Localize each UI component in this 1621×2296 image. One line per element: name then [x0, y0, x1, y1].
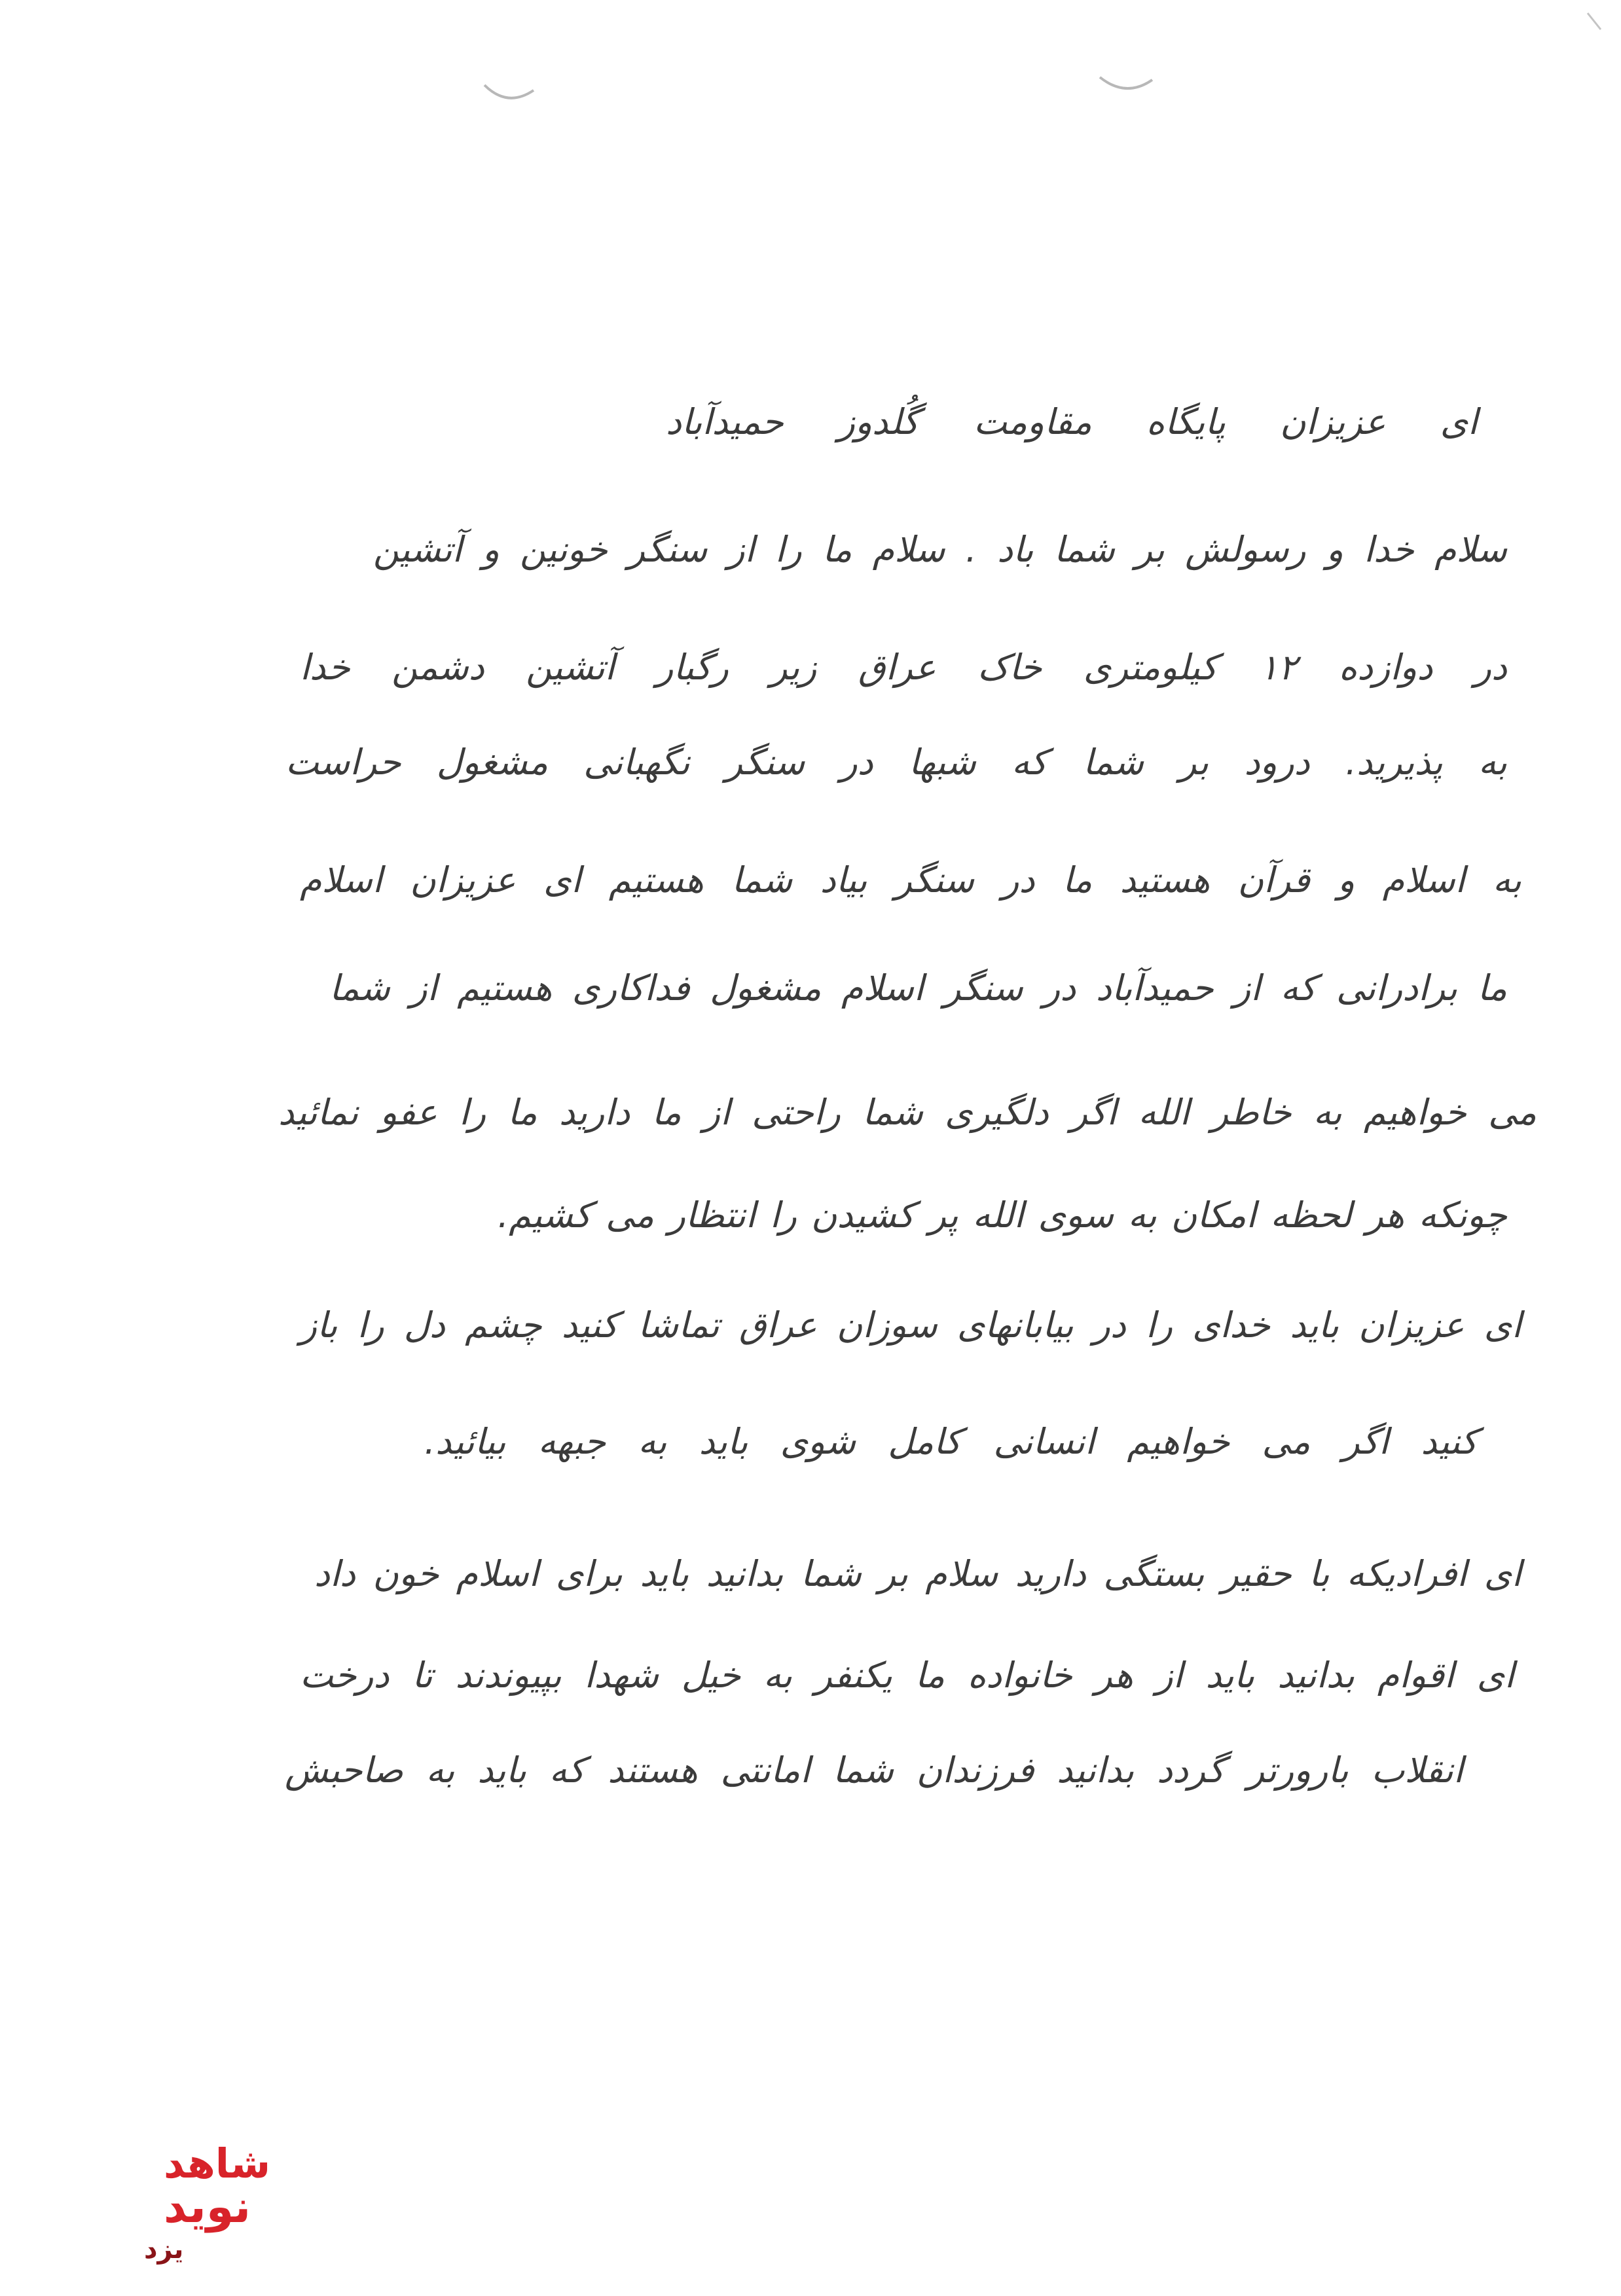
- stray-mark-center: [1100, 77, 1152, 88]
- letter-line: انقلاب بارورتر گردد بدانید فرزندان شما امانتی هستند که باید به صاحبش: [285, 1749, 1463, 1791]
- stray-mark-corner: [1588, 13, 1601, 29]
- letter-line: به پذیرید. درود بر شما که شبها در سنگر نگهبانی مشغول حراست: [285, 742, 1507, 783]
- letter-line: چونکه هر لحظه امکان به سوی الله پر کشیدن را انتظار می کشیم.: [498, 1194, 1507, 1236]
- letter-salutation-heading: ای عزیزان پایگاه مقاومت گُلدوز حمیدآباد: [666, 401, 1478, 442]
- logo-word-yazd: یزد: [144, 2234, 184, 2265]
- letter-line: ای اقوام بدانید باید از هر خانواده ما یکنفر به خیل شهدا بپیوندند تا درخت: [300, 1655, 1515, 1696]
- letter-line: کنید اگر می خواهیم انسانی کامل شوی باید به جبهه بیائید.: [424, 1421, 1478, 1462]
- stray-mark-left: [484, 85, 534, 98]
- letter-line: به اسلام و قرآن هستید ما در سنگر بیاد شما هستیم ای عزیزان اسلام: [300, 859, 1521, 901]
- logo-word-navid: نوید: [164, 2181, 251, 2233]
- stray-pencil-marks: [0, 0, 1621, 196]
- letter-line: سلام خدا و رسولش بر شما باد . سلام ما را از سنگر خونین و آتشین: [373, 529, 1507, 570]
- logo-word-shahed: شاهد: [164, 2140, 271, 2187]
- letter-line: ما برادرانی که از حمیدآباد در سنگر اسلام مشغول فداکاری هستیم از شما: [329, 967, 1507, 1009]
- letter-line: در دوازده ۱۲ کیلومتری خاک عراق زیر رگبار آتشین دشمن خدا: [300, 647, 1507, 688]
- navid-shahed-yazd-logo: [29, 2137, 271, 2268]
- letter-line: می خواهیم به خاطر الله اگر دلگیری شما راحتی از ما دارید ما را عفو نمائید: [278, 1092, 1537, 1133]
- letter-line: ای افرادیکه با حقیر بستگی دارید سلام بر شما بدانید باید برای اسلام خون داد: [314, 1553, 1521, 1594]
- letter-line: ای عزیزان باید خدای را در بیابانهای سوزان عراق تماشا کنید چشم دل را باز: [300, 1304, 1521, 1346]
